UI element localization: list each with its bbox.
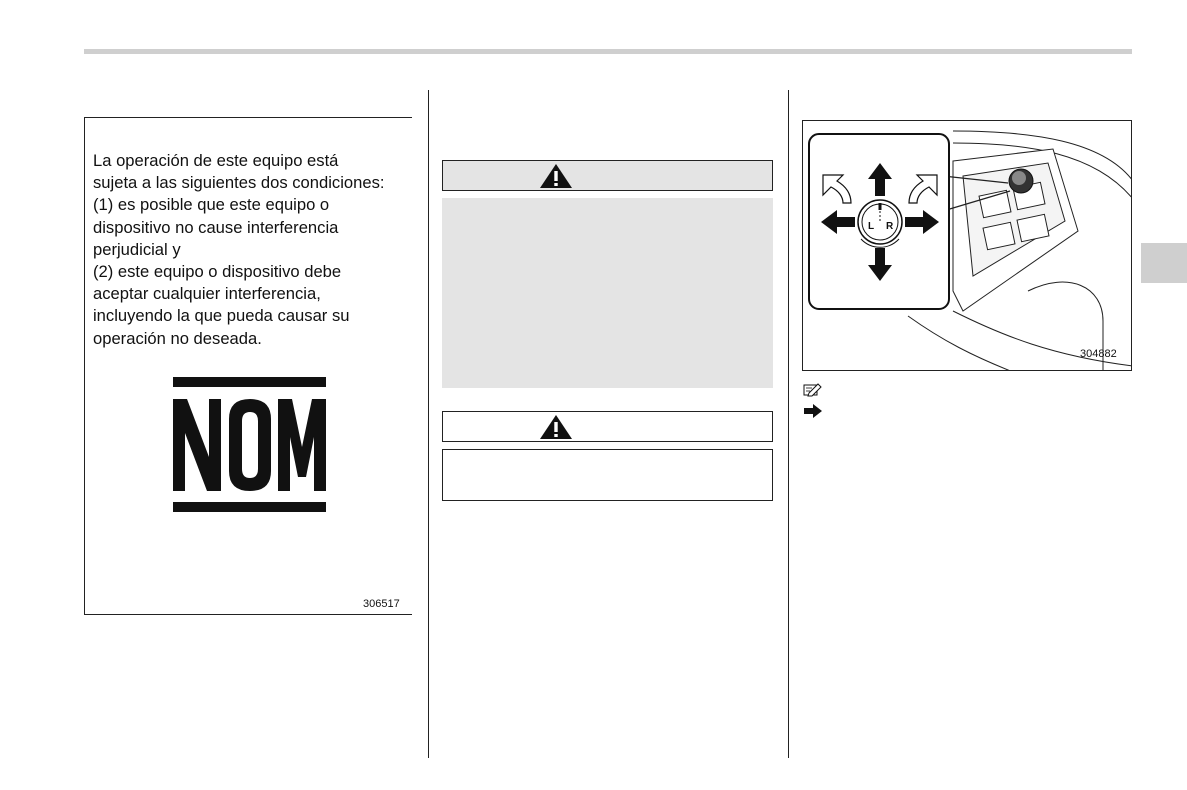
- caution-body: [442, 449, 773, 501]
- compliance-line: perjudicial y: [93, 239, 181, 259]
- figure-code: 306517: [363, 598, 400, 610]
- warning-header: [442, 160, 773, 191]
- compliance-text: [93, 150, 403, 350]
- door-panel-illustration: [803, 121, 1132, 371]
- compliance-figure: [84, 117, 412, 615]
- right-mirror-label: R: [886, 221, 894, 232]
- compliance-line: sujeta a las siguientes dos condiciones:: [93, 173, 385, 193]
- figure-code: 304882: [1080, 348, 1117, 360]
- warning-triangle-icon: [538, 163, 574, 189]
- compliance-line: dispositivo no cause interferencia: [93, 217, 339, 237]
- warning-body: [442, 198, 773, 388]
- arrow-reference-icon[interactable]: [803, 404, 823, 418]
- compliance-line: incluyendo la que pueda causar su: [93, 306, 350, 326]
- compliance-line: operación no deseada.: [93, 328, 262, 348]
- column-divider-left: [428, 90, 429, 758]
- compliance-line: (2) este equipo o dispositivo debe: [93, 262, 342, 282]
- header-rule: [84, 49, 1132, 54]
- left-mirror-label: L: [868, 221, 875, 232]
- column-divider-right: [788, 90, 789, 758]
- caution-header: [442, 411, 773, 442]
- chapter-tab[interactable]: [1141, 243, 1187, 283]
- compliance-line: (1) es posible que este equipo o: [93, 195, 330, 215]
- nom-logo: [171, 377, 328, 513]
- pencil-note-icon: [803, 383, 823, 397]
- compliance-line: La operación de este equipo está: [93, 151, 339, 170]
- mirror-control-figure: [802, 120, 1132, 371]
- warning-triangle-icon: [538, 414, 574, 440]
- compliance-line: aceptar cualquier interferencia,: [93, 284, 321, 304]
